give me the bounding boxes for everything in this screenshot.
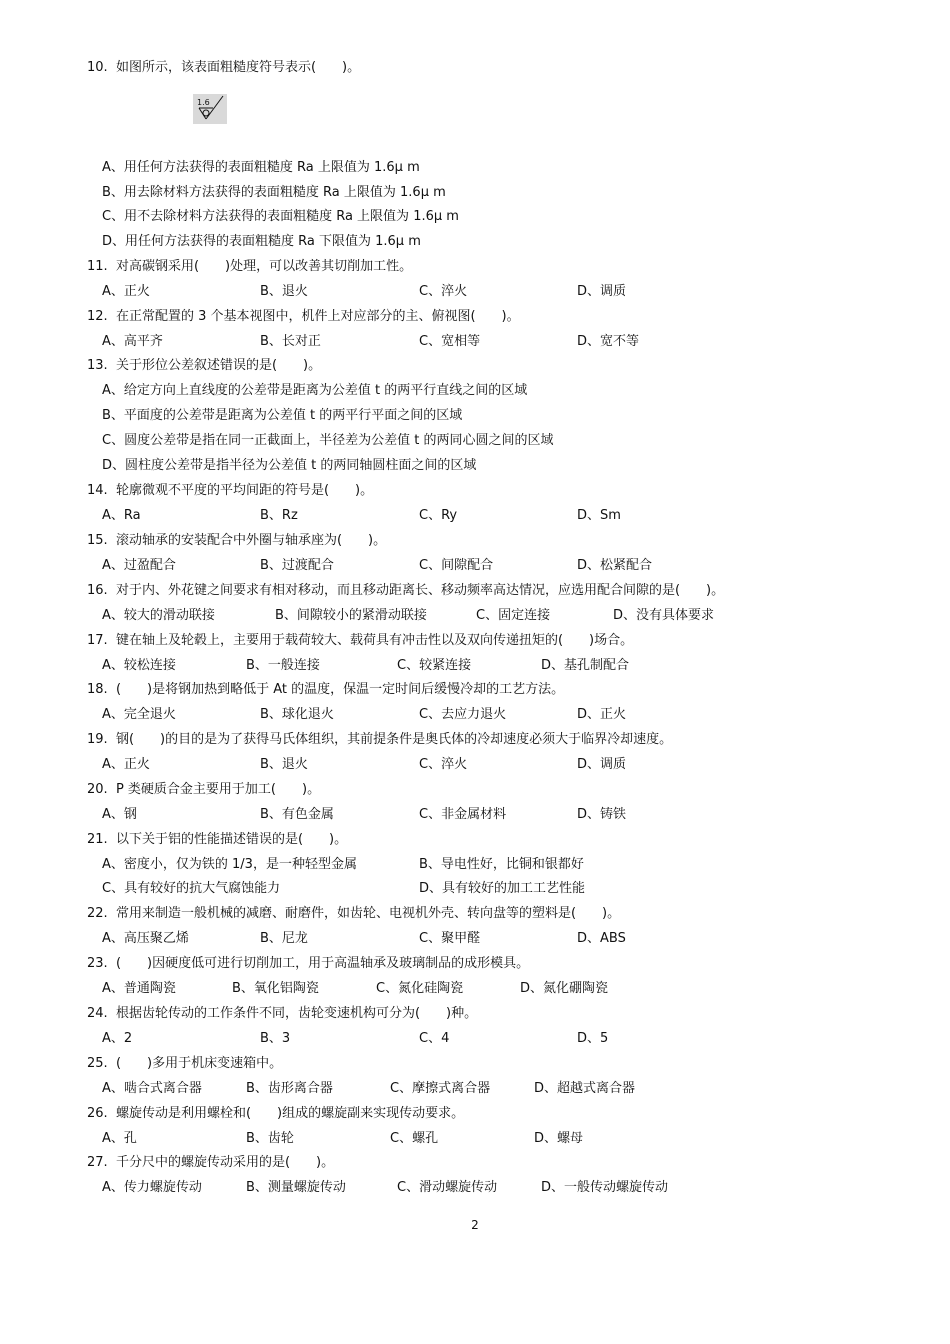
option-b: B、平面度的公差带是距离为公差值 t 的两平行平面之间的区域 (102, 408, 463, 423)
option-c: C、具有较好的抗大气腐蚀能力 (102, 881, 281, 896)
question-text: 在正常配置的 3 个基本视图中，机件上对应部分的主、俯视图( )。 (115, 309, 520, 324)
option-a: A、完全退火 (102, 707, 176, 722)
option-b: B、尼龙 (260, 931, 308, 946)
question-18 (87, 681, 564, 699)
option-d: D、基孔制配合 (541, 658, 630, 673)
option-d: D、5 (577, 1031, 609, 1046)
question-text: 滚动轴承的安装配合中外圈与轴承座为( )。 (115, 533, 387, 548)
question-text: 以下关于铝的性能描述错误的是( )。 (115, 832, 348, 847)
question-12 (87, 308, 520, 326)
question-number: 20. (87, 782, 108, 797)
option-a: A、正火 (102, 284, 150, 299)
question-number: 17. (87, 633, 108, 648)
question-number: 10. (87, 60, 108, 75)
question-17 (87, 632, 633, 650)
option-c: C、间隙配合 (419, 558, 494, 573)
question-text: 关于形位公差叙述错误的是( )。 (115, 358, 322, 373)
question-text: 对高碳钢采用( )处理，可以改善其切削加工性。 (115, 259, 413, 274)
option-b: B、间隙较小的紧滑动联接 (275, 608, 427, 623)
page-number: 2 (471, 1218, 479, 1232)
option-b: B、退火 (260, 284, 308, 299)
option-d: D、超越式离合器 (534, 1081, 636, 1096)
option-c: C、摩擦式离合器 (390, 1081, 491, 1096)
option-b: B、齿轮 (246, 1131, 294, 1146)
option-d: D、具有较好的加工工艺性能 (419, 881, 586, 896)
option-a: A、高平齐 (102, 334, 163, 349)
question-number: 26. (87, 1106, 108, 1121)
option-a: A、孔 (102, 1131, 137, 1146)
option-d: D、正火 (577, 707, 627, 722)
question-13 (87, 357, 321, 375)
option-a: A、Ra (102, 508, 141, 523)
option-d: D、螺母 (534, 1131, 584, 1146)
option-a: A、钢 (102, 807, 137, 822)
question-text: 如图所示，该表面粗糙度符号表示( )。 (115, 60, 361, 75)
option-b: B、一般连接 (246, 658, 320, 673)
option-d: D、宽不等 (577, 334, 640, 349)
option-b: B、测量螺旋传动 (246, 1180, 346, 1195)
question-number: 25. (87, 1056, 108, 1071)
question-text: 键在轴上及轮毂上，主要用于载荷较大、载荷具有冲击性以及双向传递扭矩的( )场合。 (115, 633, 634, 648)
option-a: A、传力螺旋传动 (102, 1180, 202, 1195)
option-d: D、调质 (577, 284, 627, 299)
option-d: D、圆柱度公差带是指半径为公差值 t 的两同轴圆柱面之间的区域 (102, 458, 477, 473)
option-a: A、2 (102, 1031, 133, 1046)
option-a: A、用任何方法获得的表面粗糙度 Ra 上限值为 1.6μ m (102, 160, 420, 175)
option-c: C、用不去除材料方法获得的表面粗糙度 Ra 上限值为 1.6μ m (102, 209, 459, 224)
question-number: 22. (87, 906, 108, 921)
option-d: D、ABS (577, 931, 626, 946)
question-20 (87, 781, 320, 799)
option-b: B、Rz (260, 508, 298, 523)
option-a: A、普通陶瓷 (102, 981, 176, 996)
question-24 (87, 1005, 477, 1023)
question-number: 13. (87, 358, 108, 373)
option-d: D、Sm (577, 508, 621, 523)
question-number: 27. (87, 1155, 108, 1170)
option-a: A、过盈配合 (102, 558, 176, 573)
question-text: ( )是将钢加热到略低于 At 的温度，保温一定时间后缓慢冷却的工艺方法。 (115, 682, 565, 697)
question-number: 24. (87, 1006, 108, 1021)
option-d: D、铸铁 (577, 807, 627, 822)
option-c: C、滑动螺旋传动 (397, 1180, 498, 1195)
option-a: A、较松连接 (102, 658, 176, 673)
option-b: B、退火 (260, 757, 308, 772)
question-21 (87, 831, 347, 849)
option-c: C、氮化硅陶瓷 (376, 981, 464, 996)
question-10 (87, 59, 360, 77)
option-b: B、球化退火 (260, 707, 334, 722)
option-a: A、密度小，仅为铁的 1/3，是一种轻型金属 (102, 857, 357, 872)
option-b: B、氧化铝陶瓷 (232, 981, 319, 996)
question-text: 螺旋传动是利用螺栓和( )组成的螺旋副来实现传动要求。 (115, 1106, 465, 1121)
question-number: 16. (87, 583, 108, 598)
option-d: D、用任何方法获得的表面粗糙度 Ra 下限值为 1.6μ m (102, 234, 421, 249)
question-16 (87, 582, 724, 600)
option-a: A、较大的滑动联接 (102, 608, 215, 623)
option-b: B、齿形离合器 (246, 1081, 333, 1096)
option-b: B、用去除材料方法获得的表面粗糙度 Ra 上限值为 1.6μ m (102, 185, 446, 200)
question-14 (87, 482, 373, 500)
option-c: C、淬火 (419, 757, 468, 772)
option-c: C、去应力退火 (419, 707, 507, 722)
question-text: 对于内、外花键之间要求有相对移动，而且移动距离长、移动频率高达情况，应选用配合间隙的是( )。 (115, 583, 725, 598)
question-23 (87, 955, 529, 973)
question-number: 23. (87, 956, 108, 971)
option-b: B、导电性好，比铜和银都好 (419, 857, 584, 872)
roughness-value: 1.6 (197, 98, 210, 107)
question-text: ( )多用于机床变速箱中。 (115, 1056, 283, 1071)
option-c: C、宽相等 (419, 334, 481, 349)
option-c: C、非金属材料 (419, 807, 507, 822)
option-d: D、没有具体要求 (613, 608, 715, 623)
question-27 (87, 1154, 334, 1172)
option-c: C、4 (419, 1031, 450, 1046)
question-number: 14. (87, 483, 108, 498)
option-c: C、固定连接 (476, 608, 551, 623)
surface-roughness-symbol (193, 94, 227, 124)
option-a: A、给定方向上直线度的公差带是距离为公差值 t 的两平行直线之间的区域 (102, 383, 528, 398)
option-d: D、一般传动螺旋传动 (541, 1180, 669, 1195)
question-number: 18. (87, 682, 108, 697)
option-b: B、3 (260, 1031, 291, 1046)
question-25 (87, 1055, 282, 1073)
option-b: B、过渡配合 (260, 558, 334, 573)
question-number: 19. (87, 732, 108, 747)
question-22 (87, 905, 620, 923)
option-b: B、有色金属 (260, 807, 334, 822)
question-text: 轮廓微观不平度的平均间距的符号是( )。 (115, 483, 374, 498)
question-19 (87, 731, 672, 749)
question-text: 根据齿轮传动的工作条件不同，齿轮变速机构可分为( )种。 (115, 1006, 478, 1021)
question-text: ( )因硬度低可进行切削加工，用于高温轴承及玻璃制品的成形模具。 (115, 956, 530, 971)
option-c: C、较紧连接 (397, 658, 472, 673)
option-c: C、圆度公差带是指在同一正截面上，半径差为公差值 t 的两同心圆之间的区域 (102, 433, 554, 448)
option-a: A、正火 (102, 757, 150, 772)
question-text: 千分尺中的螺旋传动采用的是( )。 (115, 1155, 335, 1170)
option-b: B、长对正 (260, 334, 321, 349)
option-a: A、高压聚乙烯 (102, 931, 189, 946)
question-11 (87, 258, 412, 276)
option-c: C、Ry (419, 508, 458, 523)
question-number: 15. (87, 533, 108, 548)
option-d: D、松紧配合 (577, 558, 653, 573)
question-text: 常用来制造一般机械的减磨、耐磨件，如齿轮、电视机外壳、转向盘等的塑料是( )。 (115, 906, 621, 921)
question-text: 钢( )的目的是为了获得马氏体组织，其前提条件是奥氏体的冷却速度必须大于临界冷却速度。 (115, 732, 673, 747)
question-26 (87, 1105, 464, 1123)
question-text: P 类硬质合金主要用于加工( )。 (115, 782, 321, 797)
question-15 (87, 532, 386, 550)
question-number: 11. (87, 259, 108, 274)
option-a: A、啮合式离合器 (102, 1081, 202, 1096)
option-c: C、螺孔 (390, 1131, 439, 1146)
option-c: C、淬火 (419, 284, 468, 299)
option-d: D、调质 (577, 757, 627, 772)
option-c: C、聚甲醛 (419, 931, 481, 946)
question-number: 12. (87, 309, 108, 324)
question-number: 21. (87, 832, 108, 847)
option-d: D、氮化硼陶瓷 (520, 981, 609, 996)
